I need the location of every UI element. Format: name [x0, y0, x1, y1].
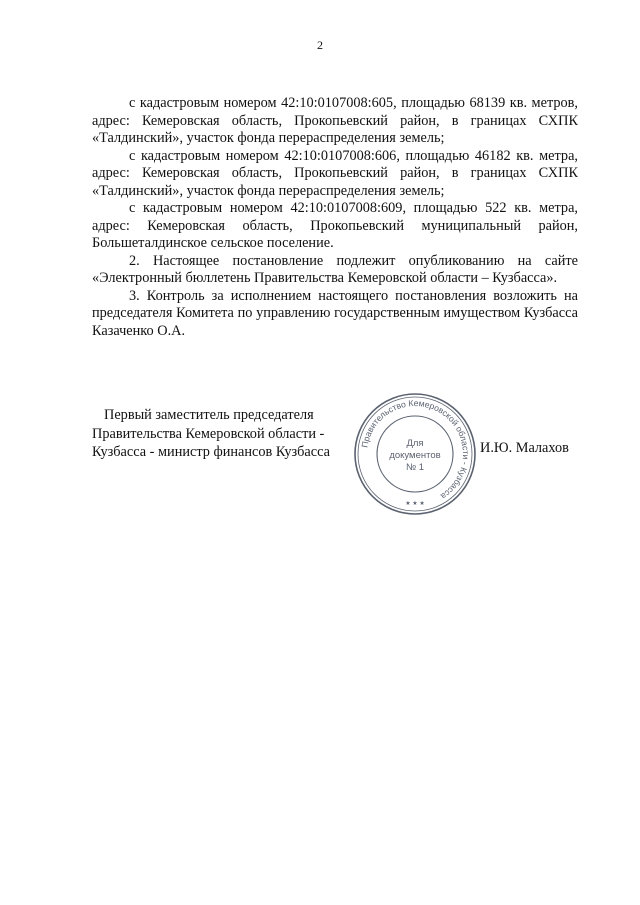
signatory-title-line: Первый заместитель председателя	[104, 407, 314, 423]
signatory-title-line: Кузбасса - министр финансов Кузбасса	[92, 444, 330, 460]
stamp-graphic	[352, 391, 478, 517]
stamp-center-line: Для	[406, 438, 424, 449]
stamp-ring-text: Правительство Кемеровской области - Кузбасса	[359, 397, 472, 502]
stamp-stars: ★ ★ ★	[405, 501, 425, 507]
paragraph-parcel-606: с кадастровым номером 42:10:0107008:606, площадью 46182 кв. метра, адрес: Кемеровская область, Прокопьевский район, в границах СХПК «Талдинский», участок фонда перераспределения земель;	[92, 147, 578, 199]
signatory-name: И.Ю. Малахов	[480, 440, 569, 456]
official-stamp	[352, 391, 478, 517]
paragraph-parcel-605: с кадастровым номером 42:10:0107008:605, площадью 68139 кв. метров, адрес: Кемеровская область, Прокопьевский район, в границах СХПК «Талдинский», участок фонда перераспределения земель;	[92, 95, 578, 146]
signatory-title	[92, 406, 352, 462]
paragraph-parcel-609: с кадастровым номером 42:10:0107008:609, площадью 522 кв. метра, адрес: Кемеровская область, Прокопьевский муниципальный район, Большеталдинское сельское поселение.	[92, 200, 578, 251]
signatory-title-line: Правительства Кемеровской области -	[92, 425, 325, 442]
paragraph-control: 3. Контроль за исполнением настоящего постановления возложить на председателя Комитета по управлению государственным имуществом Кузбасса Казаченко О.А.	[92, 287, 578, 339]
document-body	[92, 95, 578, 340]
stamp-center-line: № 1	[405, 462, 425, 473]
paragraph-publication: 2. Настоящее постановление подлежит опубликованию на сайте «Электронный бюллетень Правительства Кемеровской области – Кузбасса».	[92, 252, 578, 286]
stamp-center-line: документов	[389, 450, 441, 461]
page-number: 2	[317, 38, 323, 52]
